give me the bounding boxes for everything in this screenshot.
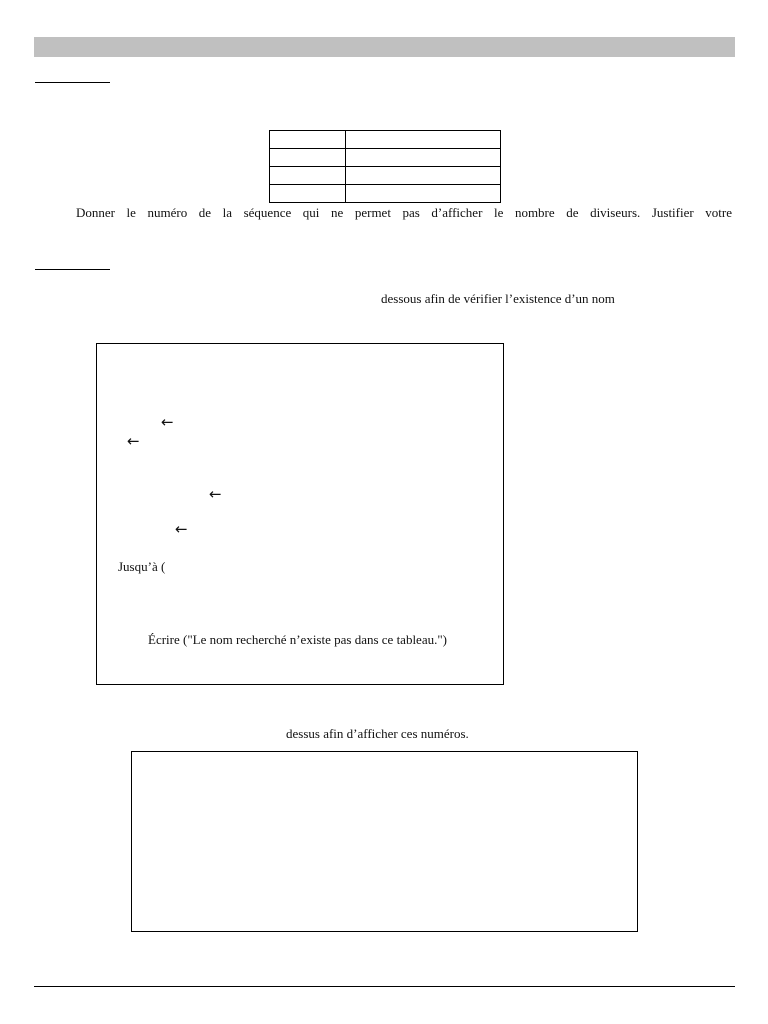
footer-rule (34, 986, 735, 987)
table-row (270, 185, 501, 203)
table-row (270, 131, 501, 149)
sequence-table (269, 130, 501, 203)
answer-box (131, 751, 638, 932)
section-heading-underline-1 (35, 82, 110, 83)
table-row (270, 167, 501, 185)
assign-arrow-icon: ← (175, 520, 188, 538)
page-header-bar (34, 37, 735, 57)
question-1-text: Donner le numéro de la séquence qui ne permet pas d’afficher le nombre de diviseurs. Justifier votre (76, 205, 732, 220)
assign-arrow-icon: ← (127, 432, 140, 450)
table-row (270, 149, 501, 167)
assign-arrow-icon: ← (209, 485, 222, 503)
question-2-text: dessous afin de vérifier l’existence d’un nom (381, 291, 615, 306)
algorithm-box (96, 343, 504, 685)
ecrire-statement: Écrire ("Le nom recherché n’existe pas dans ce tableau.") (148, 632, 447, 647)
assign-arrow-icon: ← (161, 413, 174, 431)
section-heading-underline-2 (35, 269, 110, 270)
question-3-text: dessus afin d’afficher ces numéros. (286, 726, 469, 741)
jusqua-label: Jusqu’à ( (118, 559, 166, 574)
